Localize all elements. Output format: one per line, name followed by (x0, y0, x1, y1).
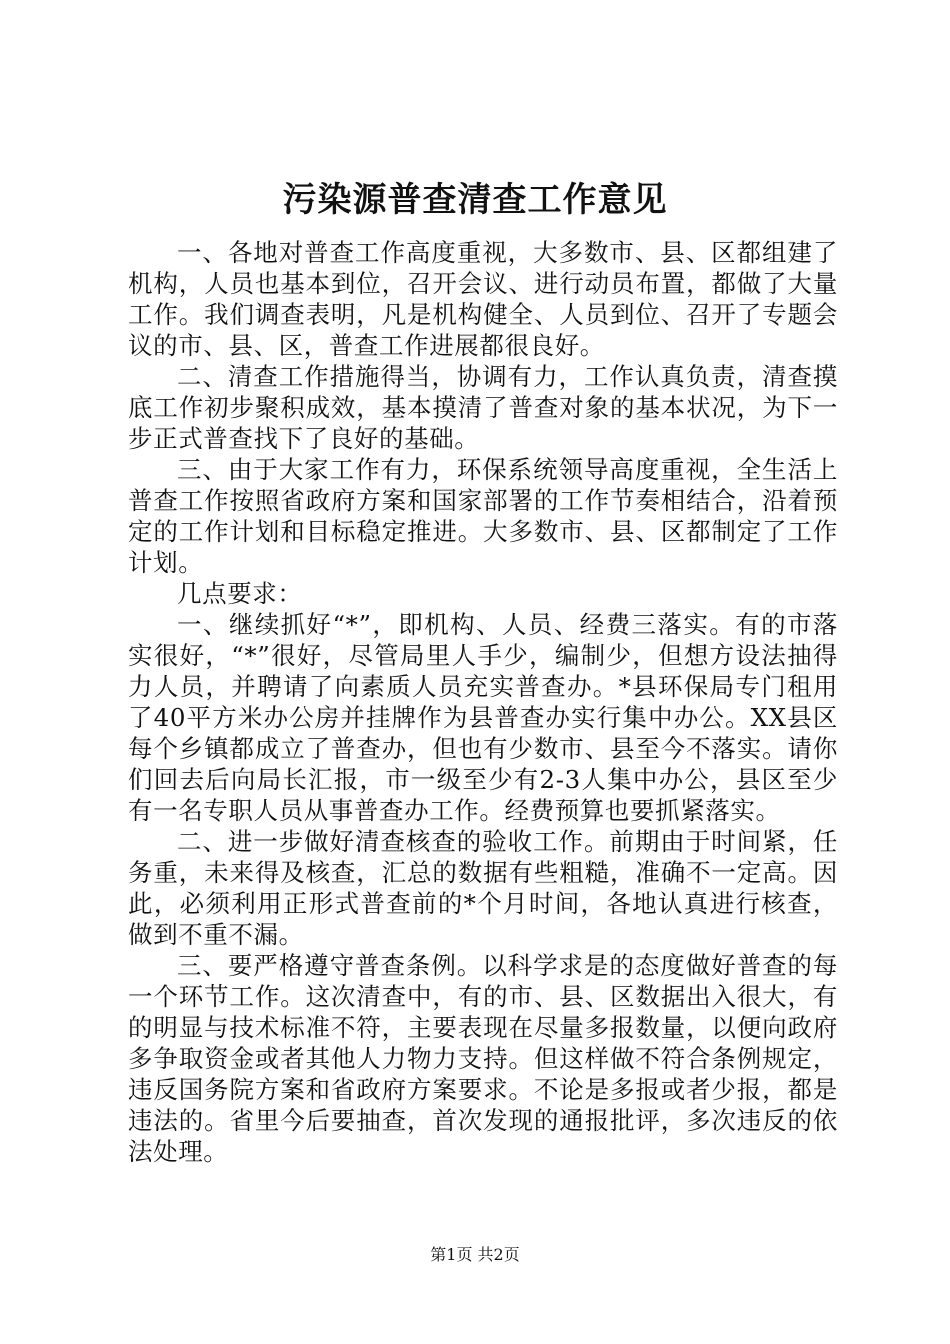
paragraph-requirements-heading: 几点要求： (177, 579, 303, 608)
paragraph-7: 三、要严格遵守普查条例。以科学求是的态度做好普查的每一个环节工作。这次清查中，有的市、县、区数据出入很大，有的明显与技术标准不符，主要表现在尽量多报数量，以便向政府多争取资金或者其他人力物力支持。但这样做不符合条例规定，违反国务院方案和省政府方案要求。不论是多报或者少报，都是违法的。省里今后要抽查，首次发现的通报批评，多次违反的依法处理。 (128, 951, 838, 1166)
page-footer: 第1页 共2页 (430, 1245, 520, 1264)
document-title: 污染源普查清查工作意见 (282, 180, 668, 220)
paragraph-5: 一、继续抓好“*”，即机构、人员、经费三落实。有的市落实很好，“*”很好，尽管局里人手少，编制少，但想方设法抽得力人员，并聘请了向素质人员充实普查办。*县环保局专门租用了40平方米办公房并挂牌作为县普查办实行集中办公。XX县区每个乡镇都成立了普查办，但也有少数市、县至今不落实。请你们回去后向局长汇报，市一级至少有2-3人集中办公，县区至少有一名专职人员从事普查办工作。经费预算也要抓紧落实。 (128, 610, 838, 825)
paragraph-3: 三、由于大家工作有力，环保系统领导高度重视，全生活上普查工作按照省政府方案和国家部署的工作节奏相结合，沿着预定的工作计划和目标稳定推进。大多数市、县、区都制定了工作计划。 (128, 455, 838, 577)
paragraph-1: 一、各地对普查工作高度重视，大多数市、县、区都组建了机构，人员也基本到位，召开会议、进行动员布置，都做了大量工作。我们调查表明，凡是机构健全、人员到位、召开了专题会议的市、县、区，普查工作进展都很良好。 (128, 238, 838, 360)
paragraph-2: 二、清查工作措施得当，协调有力，工作认真负责，清查摸底工作初步聚积成效，基本摸清了普查对象的基本状况，为下一步正式普查找下了良好的基础。 (128, 362, 838, 453)
paragraph-6: 二、进一步做好清查核查的验收工作。前期由于时间紧，任务重，未来得及核查，汇总的数据有些粗糙，准确不一定高。因此，必须利用正形式普查前的*个月时间，各地认真进行核查，做到不重不漏。 (128, 827, 838, 949)
document-body (128, 237, 838, 1167)
